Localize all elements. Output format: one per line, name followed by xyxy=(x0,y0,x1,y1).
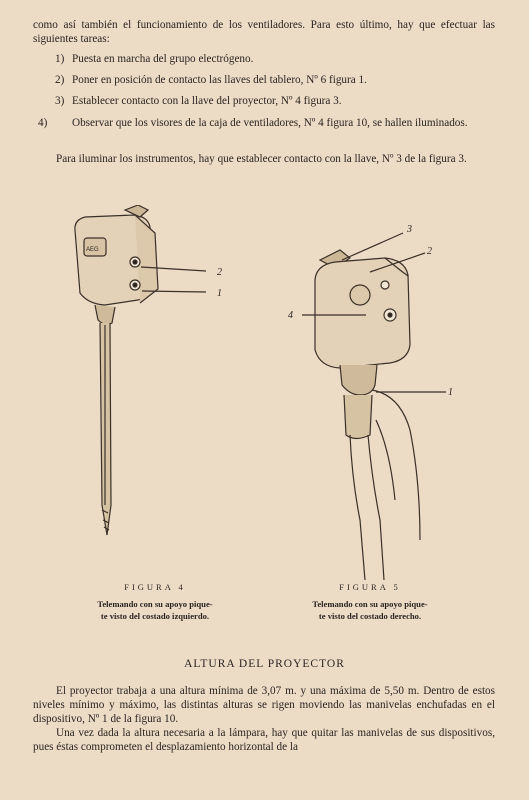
figure-4-title: FIGURA 4 xyxy=(124,582,186,592)
task-number: 1) xyxy=(55,53,65,65)
instruments-paragraph: Para iluminar los instrumentos, hay que establecer contacto con la llave, Nº 3 de la figura 3. xyxy=(56,153,467,165)
figure-5-callout-1: 1 xyxy=(448,387,453,398)
figure-5-callout-4: 4 xyxy=(288,310,293,321)
task-item-2 xyxy=(55,73,495,87)
task-item-1 xyxy=(55,52,495,66)
figure-5-caption-line-1: Telemando con su apoyo pique- xyxy=(312,599,428,609)
task-text: Poner en posición de contacto las llaves del tablero, Nº 6 figura 1. xyxy=(72,74,367,86)
intro-paragraph: como así también el funcionamiento de los ventiladores. Para esto último, hay que efectuar las siguientes tareas: xyxy=(33,19,495,45)
figure-4-caption-line-1: Telemando con su apoyo pique- xyxy=(97,599,213,609)
task-number: 4) xyxy=(38,117,48,129)
figure-5-callout-3: 3 xyxy=(407,224,412,235)
figure-4-callout-2: 2 xyxy=(217,267,222,278)
height-paragraph: El proyector trabaja a una altura mínima de 3,07 m. y una máxima de 5,50 m. Dentro de estos niveles mínimo y máximo, las distintas alturas se rigen moviendo las manivelas enchufadas en el dispositivo, Nº 1 de la figura 10. xyxy=(33,685,495,725)
section-title: ALTURA DEL PROYECTOR xyxy=(184,658,345,670)
task-text: Establecer contacto con la llave del proyector, Nº 4 figura 3. xyxy=(72,95,342,107)
figure-5-title: FIGURA 5 xyxy=(339,582,401,592)
task-number: 3) xyxy=(55,95,65,107)
figure-5-caption-line-2: te visto del costado derecho. xyxy=(318,611,422,621)
task-item-4 xyxy=(38,116,495,130)
figure-4-caption xyxy=(50,598,260,622)
task-item-3 xyxy=(55,94,495,108)
figure-4-brand-label: AEG xyxy=(86,247,99,253)
figure-5-callout-2: 2 xyxy=(427,246,432,257)
figure-4-caption-line-2: te visto del costado izquierdo. xyxy=(100,611,210,621)
task-number: 2) xyxy=(55,74,65,86)
task-text: Puesta en marcha del grupo electrógeno. xyxy=(72,53,254,65)
figure-4-callout-1: 1 xyxy=(217,288,222,299)
final-paragraph: Una vez dada la altura necesaria a la lámpara, hay que quitar las manivelas de sus dispositivos, pues éstas comprometen el desplazamiento horizontal de la xyxy=(33,727,495,753)
figure-4-illustration xyxy=(60,205,250,550)
task-text: Observar que los visores de la caja de ventiladores, Nº 4 figura 10, se hallen iluminados. xyxy=(72,117,468,129)
figure-5-illustration xyxy=(280,220,470,580)
figure-5-caption xyxy=(265,598,475,622)
